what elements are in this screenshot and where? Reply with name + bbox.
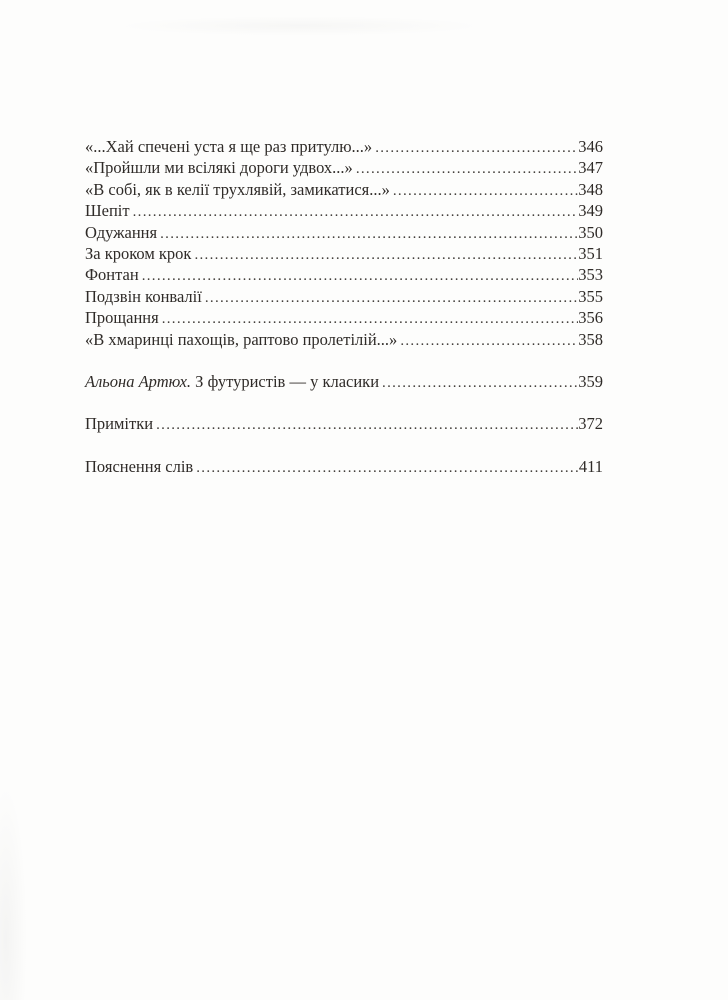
- toc-entry: [85, 372, 603, 393]
- toc-entry: [85, 158, 603, 179]
- toc-page-number: 347: [578, 158, 603, 178]
- toc-list: [85, 137, 603, 478]
- toc-page-number: 350: [578, 222, 603, 242]
- toc-entry-title: [85, 457, 193, 477]
- toc-page-number: 355: [578, 286, 603, 306]
- toc-entry: [85, 180, 603, 201]
- toc-leader-dots: [356, 158, 578, 179]
- toc-entry-title: [85, 330, 397, 350]
- toc-entry-title-text: «В собі, як в келії трухлявій, замикатися...»: [85, 179, 390, 199]
- toc-entry: [85, 330, 603, 351]
- toc-entry-title-text: Прощання: [85, 308, 159, 328]
- toc-entry-title-text: За кроком крок: [85, 244, 192, 264]
- toc-entry-author-italic: Альона Артюх.: [85, 372, 192, 392]
- toc-leader-dots: [393, 180, 578, 201]
- toc-leader-dots: [375, 137, 578, 158]
- toc-page-number: 356: [578, 308, 603, 328]
- toc-entry-title: [85, 137, 372, 157]
- toc-leader-dots: [400, 330, 578, 351]
- toc-entry-title: [85, 223, 157, 243]
- toc-entry-title-text: Одужання: [85, 222, 158, 242]
- toc-entry-title-text: Подзвін конвалії: [85, 286, 202, 306]
- toc-page-number: 358: [578, 329, 603, 349]
- toc-entry-title: [85, 244, 191, 264]
- toc-entry: [85, 308, 603, 329]
- toc-page-number: 372: [578, 414, 603, 434]
- toc-entry-title-text: Шепіт: [85, 201, 130, 221]
- toc-entry-title: [85, 308, 159, 328]
- toc-leader-dots: [196, 457, 579, 478]
- toc-entry-title: [85, 372, 379, 392]
- toc-entry: [85, 223, 603, 244]
- toc-entry: [85, 244, 603, 265]
- toc-entry: [85, 265, 603, 286]
- toc-entry-title: [85, 180, 390, 200]
- toc-leader-dots: [133, 201, 579, 222]
- toc-entry-title: [85, 265, 139, 285]
- toc-entry-title-text: «...Хай спечені уста я ще раз притулю...»: [85, 137, 373, 156]
- toc-entry-title: [85, 158, 353, 178]
- toc-page-number: 353: [578, 265, 603, 285]
- toc-page-number: 346: [578, 137, 603, 156]
- toc-entry-title-text: Пояснення слів: [85, 456, 194, 476]
- toc-page-number: 359: [578, 372, 603, 392]
- toc-leader-dots: [160, 223, 578, 244]
- toc-entry: [85, 457, 603, 478]
- toc-entry-title-text: З футуристів — у класики: [191, 372, 380, 392]
- toc-leader-dots: [382, 372, 578, 393]
- toc-entry-title: [85, 414, 153, 434]
- toc-entry-title-text: Примітки: [85, 414, 154, 434]
- toc-entry: [85, 414, 603, 435]
- toc-page-number: 348: [578, 179, 603, 199]
- toc-page-number: 351: [578, 244, 603, 264]
- toc-leader-dots: [142, 265, 579, 286]
- toc-entry: [85, 137, 603, 158]
- toc-leader-dots: [194, 244, 578, 265]
- toc-page-number: 349: [578, 201, 603, 221]
- toc-leader-dots: [156, 414, 578, 435]
- toc-page-number: 411: [578, 456, 603, 476]
- toc-entry-title: [85, 287, 202, 307]
- toc-entry-title-text: Фонтан: [85, 265, 139, 285]
- toc-entry: [85, 201, 603, 222]
- toc-entry: [85, 287, 603, 308]
- toc-entry-title-text: «В хмаринці пахощів, раптово пролетілій...»: [85, 329, 398, 349]
- toc-leader-dots: [162, 308, 579, 329]
- toc-entry-title: [85, 201, 130, 221]
- toc-entry-title-text: «Пройшли ми всілякі дороги удвох...»: [85, 158, 353, 178]
- toc-leader-dots: [205, 287, 578, 308]
